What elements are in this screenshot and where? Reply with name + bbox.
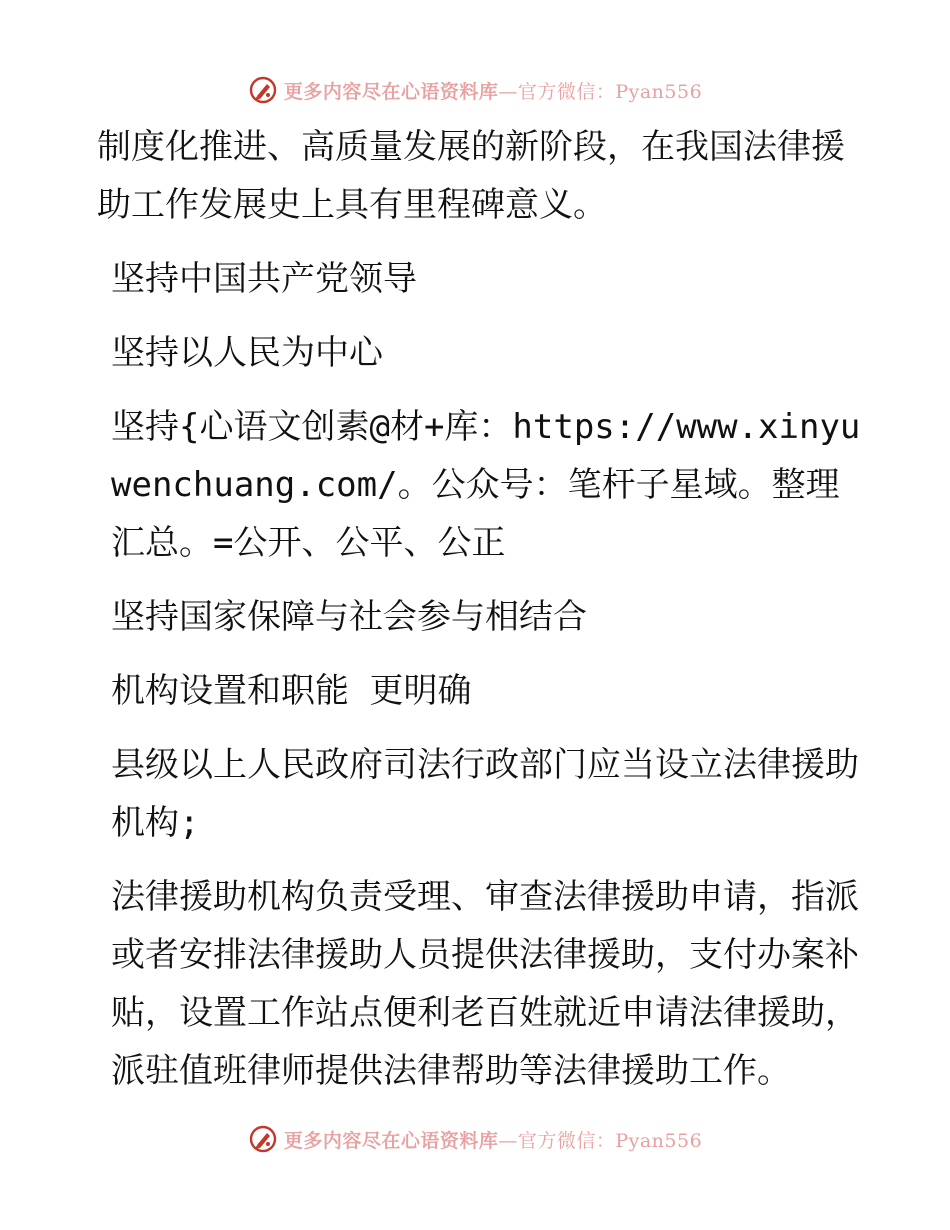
pen-logo-icon — [248, 1124, 278, 1154]
footer-banner — [0, 1119, 950, 1159]
paragraph: 机构设置和职能 更明确 — [111, 671, 472, 711]
footer-banner-main: 更多内容尽在心语资料库 — [283, 1129, 499, 1152]
footer-banner-inner — [248, 1124, 702, 1154]
paragraph: 坚持{心语文创素@材+库：https://www.xinyuwenchuang.com/。公众号：笔杆子星域。整理汇总。=公开、公平、公正 — [111, 407, 861, 563]
footer-banner-tail: —官方微信：Pyan556 — [498, 1129, 703, 1152]
header-banner-text — [284, 77, 702, 104]
header-banner — [0, 70, 950, 110]
paragraph: 坚持以人民为中心 — [111, 333, 383, 373]
header-banner-tail: —官方微信：Pyan556 — [498, 80, 703, 103]
paragraph: 坚持中国共产党领导 — [111, 259, 417, 299]
paragraph: 坚持国家保障与社会参与相结合 — [111, 597, 587, 637]
paragraph: 法律援助机构负责受理、审查法律援助申请，指派或者安排法律援助人员提供法律援助，支付办案补贴，设置工作站点便利老百姓就近申请法律援助，派驻值班律师提供法律帮助等法律援助工作。 — [111, 877, 859, 1091]
pen-logo-icon — [248, 75, 278, 105]
paragraph: 县级以上人民政府司法行政部门应当设立法律援助机构; — [111, 745, 859, 843]
footer-banner-text — [284, 1126, 702, 1153]
header-banner-inner — [248, 75, 702, 105]
document-body — [97, 118, 867, 1116]
header-banner-main: 更多内容尽在心语资料库 — [283, 80, 499, 103]
paragraph: 制度化推进、高质量发展的新阶段，在我国法律援助工作发展史上具有里程碑意义。 — [97, 127, 845, 225]
